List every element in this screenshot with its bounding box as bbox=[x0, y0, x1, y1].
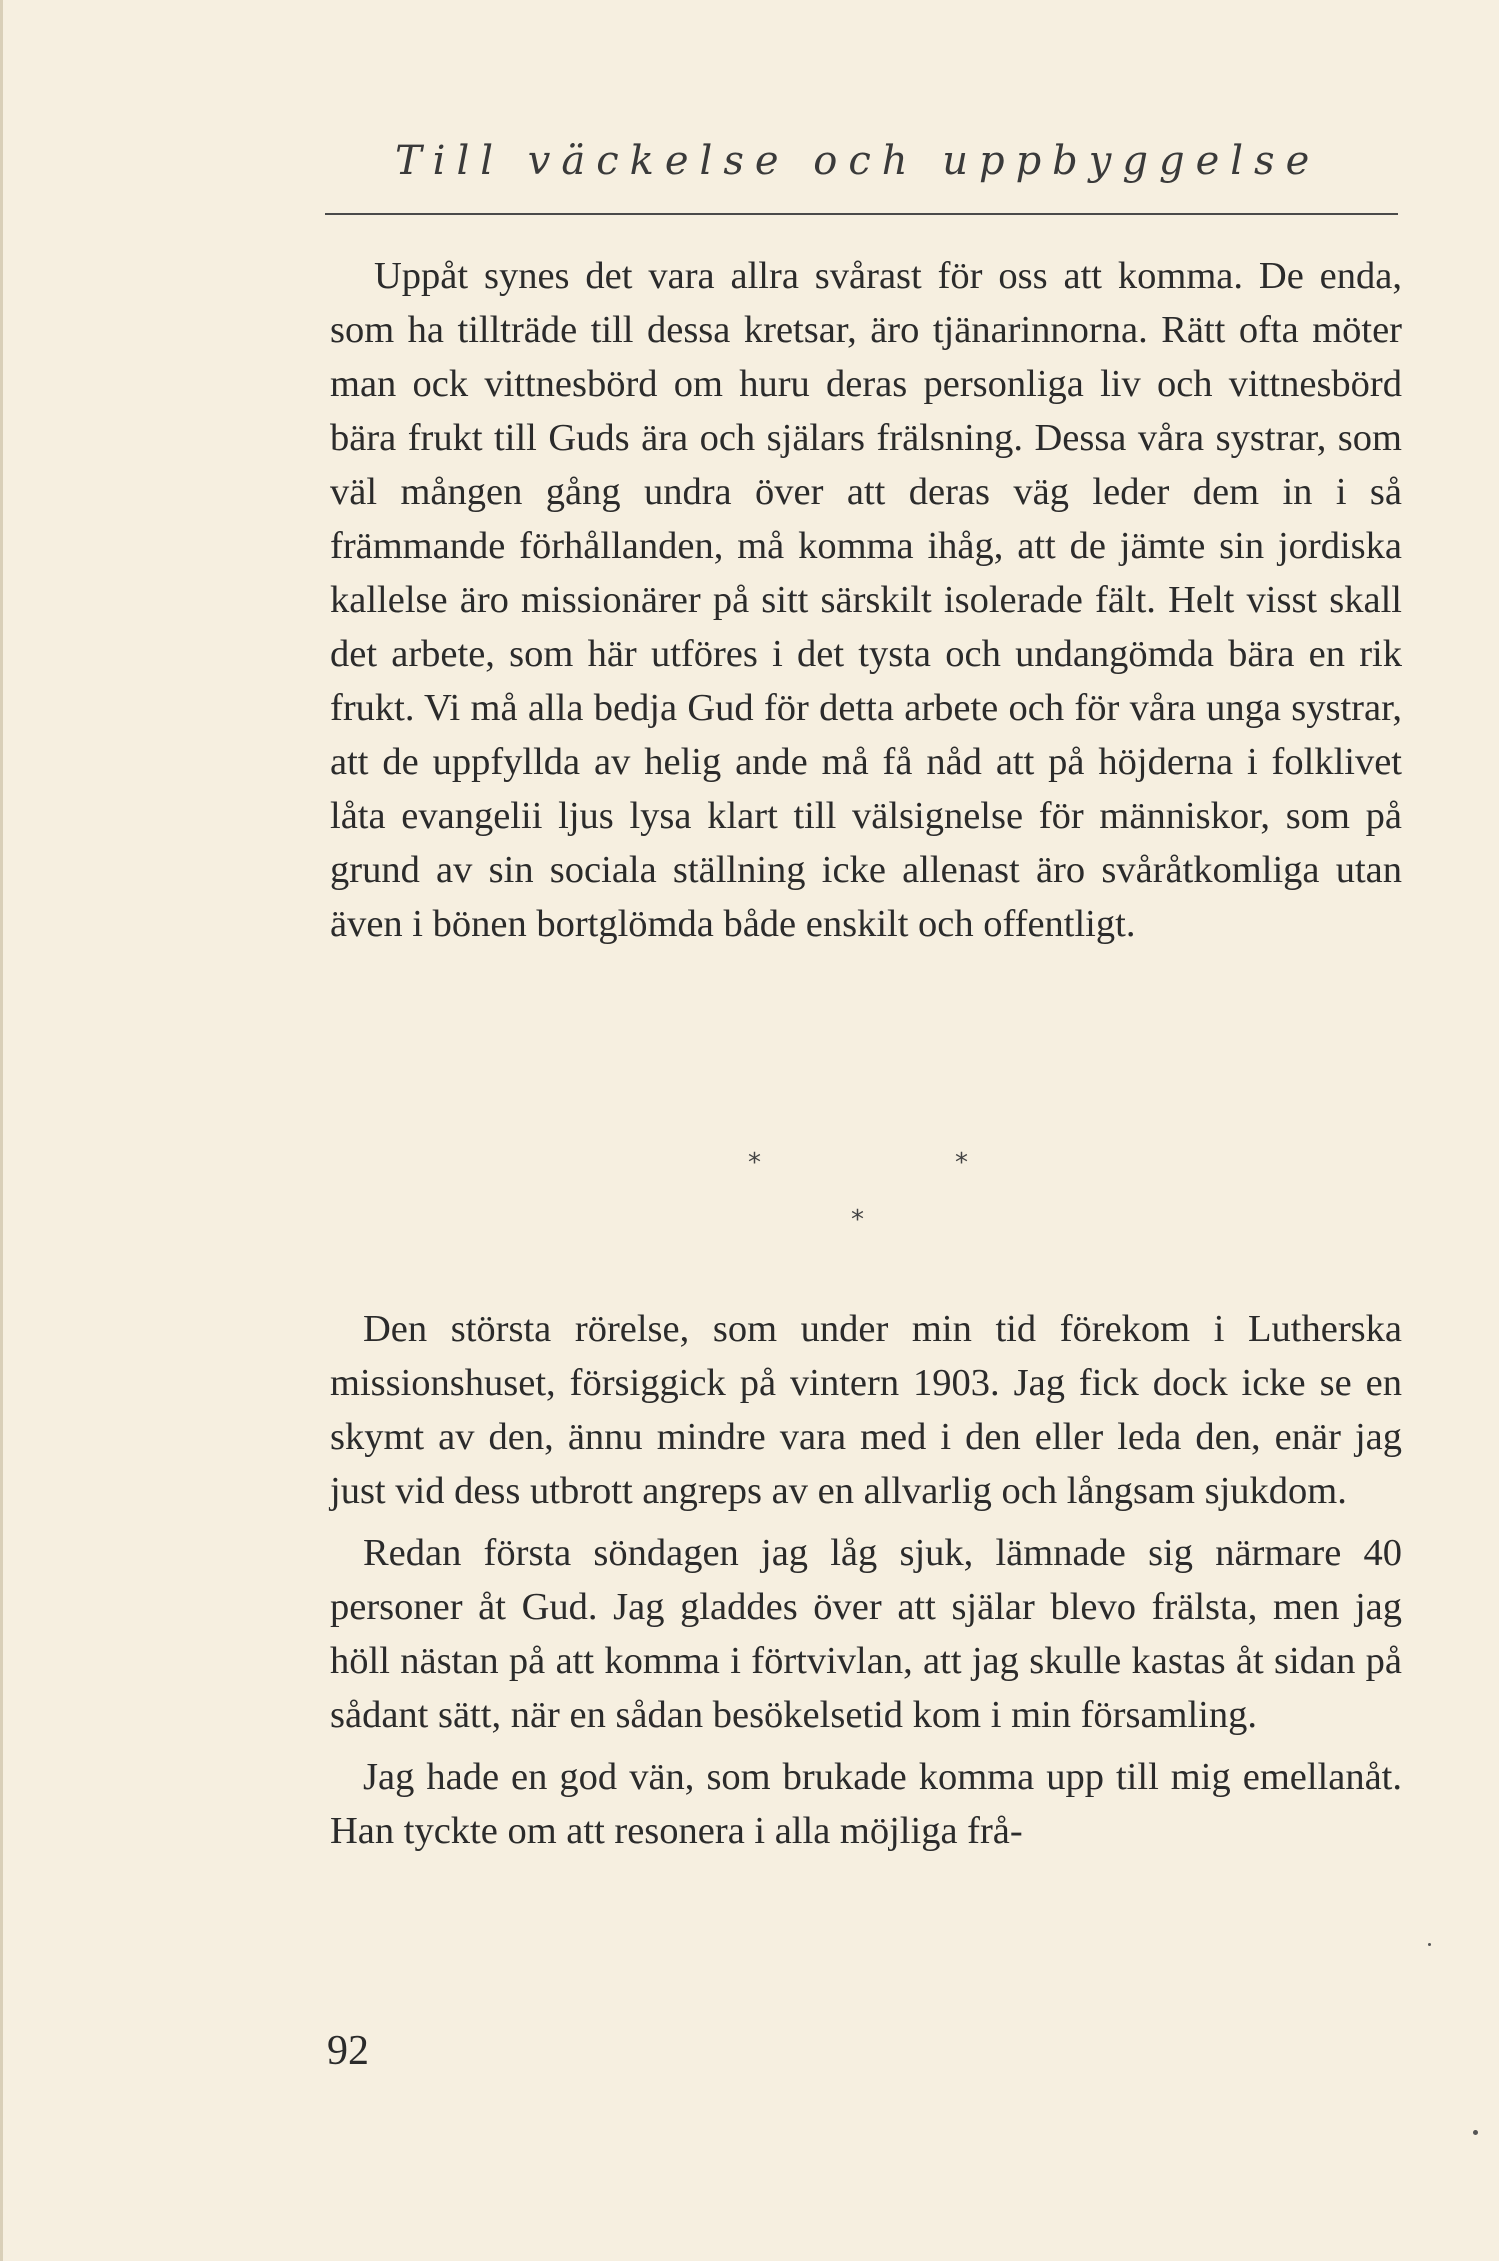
paragraph: Redan första söndagen jag låg sjuk, lämnade sig närmare 40 personer åt Gud. Jag gladdes över att själar blevo frälsta, men jag höll nästan på att komma i förtvivlan, att jag skulle kastas åt sidan på sådant sätt, när en sådan besökelsetid kom i min församling. bbox=[330, 1532, 1402, 1736]
asterism-star: * bbox=[748, 1148, 761, 1178]
section-2-text bbox=[330, 1302, 1402, 1866]
paragraph: Uppåt synes det vara allra svårast för oss att komma. De enda, som ha tillträde till dessa kretsar, äro tjänarinnorna. Rätt ofta möter man ock vittnesbörd om huru deras personliga liv och vittnesbörd bära frukt till Guds ära och själars frälsning. Dessa våra systrar, som väl mången gång undra över att deras väg leder dem in i så främmande förhållanden, må komma ihåg, att de jämte sin jordiska kallelse äro missionärer på sitt särskilt isolerade fält. Helt visst skall det arbete, som här utföres i det tysta och undangömda bära en rik frukt. Vi må alla bedja Gud för detta arbete och för våra unga systrar, att de uppfyllda av helig ande må få nåd att på höjderna i folklivet låta evangelii ljus lysa klart till välsignelse för människor, som på grund av sin sociala ställning icke allenast äro svåråtkomliga utan även i bönen bortglömda både enskilt och offentligt. bbox=[330, 255, 1402, 945]
page-number: 92 bbox=[327, 2028, 369, 2074]
running-head: Till väckelse och uppbyggelse bbox=[395, 138, 1321, 184]
asterism-star: * bbox=[851, 1205, 864, 1235]
asterism-star: * bbox=[955, 1148, 968, 1178]
section-1-text bbox=[330, 249, 1402, 951]
paper-speck bbox=[1473, 2130, 1478, 2135]
paragraph: Jag hade en god vän, som brukade komma upp till mig emellanåt. Han tyckte om att resonera i alla möjliga frå- bbox=[330, 1756, 1402, 1852]
paper-speck bbox=[1428, 1943, 1431, 1946]
paragraph: Den största rörelse, som under min tid förekom i Lutherska missionshuset, försiggick på vintern 1903. Jag fick dock icke se en skymt av den, ännu mindre vara med i den eller leda den, enär jag just vid dess utbrott angreps av en allvarlig och långsam sjukdom. bbox=[330, 1308, 1402, 1512]
header-rule bbox=[325, 213, 1398, 215]
